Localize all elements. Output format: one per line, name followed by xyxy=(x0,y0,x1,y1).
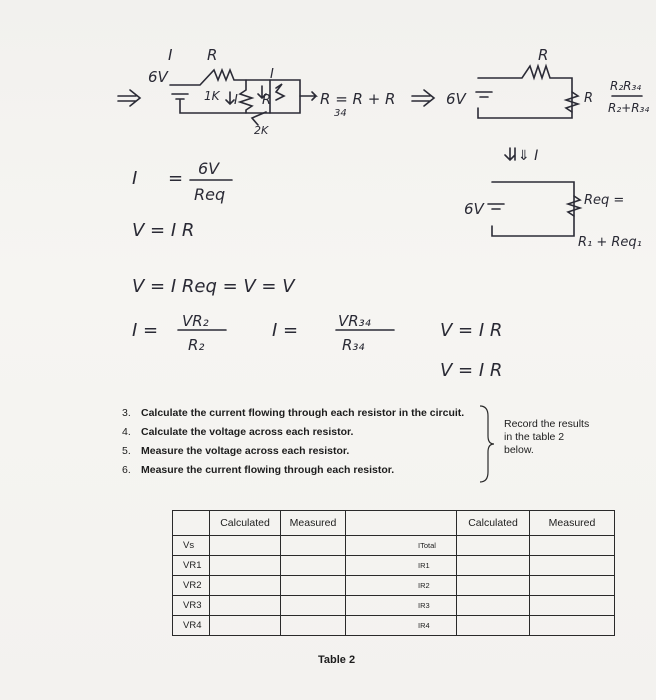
cell-itotal-measured[interactable] xyxy=(530,536,615,556)
it-lhs: I xyxy=(132,168,138,189)
label-6v-1: 6V xyxy=(148,68,168,86)
row-label-ir3: IR3 xyxy=(346,596,457,616)
vreq-equation: V = I Req = V = V xyxy=(132,276,295,297)
cell-ir3-calculated[interactable] xyxy=(457,596,530,616)
cell-itotal-calculated[interactable] xyxy=(457,536,530,556)
record-note: Record the results in the table 2 below. xyxy=(504,418,590,456)
row-label-ir4: IR4 xyxy=(346,616,457,636)
table-row xyxy=(173,616,615,636)
cell-vr1-measured[interactable] xyxy=(281,556,346,576)
cell-vs-calculated[interactable] xyxy=(210,536,281,556)
header-measured-left: Measured xyxy=(281,511,346,536)
down-arrow xyxy=(505,148,515,160)
row-label-vr4: VR4 xyxy=(173,616,210,636)
svg-text:=: = xyxy=(168,168,184,189)
table-header-row xyxy=(173,511,615,536)
label-it: I xyxy=(168,46,173,64)
vr4-equation: V = I R xyxy=(440,360,503,381)
row-label-vr3: VR3 xyxy=(173,596,210,616)
cell-vr3-measured[interactable] xyxy=(281,596,346,616)
header-calculated-left: Calculated xyxy=(210,511,281,536)
parallel-numerator: R₂R₃₄ xyxy=(610,79,642,93)
implies-arrow-1 xyxy=(118,90,140,106)
brace-icon xyxy=(478,404,498,484)
step-6: 6. Measure the current flowing through each resistor. xyxy=(122,464,395,476)
cell-ir4-measured[interactable] xyxy=(530,616,615,636)
implies-arrow-2 xyxy=(412,90,434,106)
results-table xyxy=(172,510,615,636)
table-row xyxy=(173,576,615,596)
label-1k: 1K xyxy=(204,89,220,103)
cell-ir4-calculated[interactable] xyxy=(457,616,530,636)
cell-ir3-measured[interactable] xyxy=(530,596,615,616)
header-calculated-right: Calculated xyxy=(457,511,530,536)
cell-vs-measured[interactable] xyxy=(281,536,346,556)
step-5: 5. Measure the voltage across each resistor. xyxy=(122,445,350,457)
cell-vr4-calculated[interactable] xyxy=(210,616,281,636)
cell-vr3-calculated[interactable] xyxy=(210,596,281,616)
label-6v-3: 6V xyxy=(464,200,484,218)
parallel-denominator: R₂+R₃₄ xyxy=(608,101,650,115)
i1-denominator: R₂ xyxy=(188,336,205,354)
label-i2: I xyxy=(270,67,274,82)
label-r1: R xyxy=(207,46,218,64)
it-denominator: Req xyxy=(194,185,226,204)
vr1-equation: V = I R xyxy=(132,220,195,241)
label-r1-right: R xyxy=(538,46,549,64)
label-6v-2: 6V xyxy=(446,90,466,108)
row-label-itotal: ITotal xyxy=(346,536,457,556)
label-i1: I xyxy=(234,93,238,108)
r34-subscript: 34 xyxy=(334,108,347,119)
table-row xyxy=(173,596,615,616)
header-measured-right: Measured xyxy=(530,511,615,536)
i2-denominator: R₃₄ xyxy=(342,336,365,354)
step-3: 3. Calculate the current flowing through each resistor in the circuit. xyxy=(122,407,465,419)
label-r2: R xyxy=(262,93,272,108)
i1-numerator: VR₂ xyxy=(182,312,209,330)
row-label-vr1: VR1 xyxy=(173,556,210,576)
row-label-ir2: IR2 xyxy=(346,576,457,596)
cell-vr1-calculated[interactable] xyxy=(210,556,281,576)
row-label-ir1: IR1 xyxy=(346,556,457,576)
cell-vr2-calculated[interactable] xyxy=(210,576,281,596)
cell-ir2-calculated[interactable] xyxy=(457,576,530,596)
cell-ir1-calculated[interactable] xyxy=(457,556,530,576)
instruction-steps xyxy=(122,404,492,480)
i2-numerator: VR₃₄ xyxy=(338,312,371,330)
step-4: 4. Calculate the voltage across each resistor. xyxy=(122,426,354,438)
battery-1 xyxy=(172,94,188,99)
table-row xyxy=(173,556,615,576)
parallel-name: R xyxy=(584,91,594,106)
label-2k: 2K xyxy=(254,124,269,137)
cell-vr4-measured[interactable] xyxy=(281,616,346,636)
cell-ir1-measured[interactable] xyxy=(530,556,615,576)
label-it-arrow: ⇓ I xyxy=(518,148,539,164)
i2-equation: I = xyxy=(272,320,299,341)
circuit-3-loop xyxy=(492,182,574,236)
i1-equation: I = xyxy=(132,320,159,341)
table-row xyxy=(173,536,615,556)
cell-vr2-measured[interactable] xyxy=(281,576,346,596)
it-numerator: 6V xyxy=(198,159,220,178)
r34-equation: R = R + R xyxy=(320,90,396,108)
req-line-2: R₁ + Req₁ xyxy=(578,235,642,250)
row-label-vr2: VR2 xyxy=(173,576,210,596)
row-label-vs: Vs xyxy=(173,536,210,556)
vr3-equation: V = I R xyxy=(440,320,503,341)
req-line-1: Req = xyxy=(584,193,625,208)
table-caption: Table 2 xyxy=(318,654,356,666)
resistor-r2 xyxy=(240,80,252,113)
cell-ir2-measured[interactable] xyxy=(530,576,615,596)
